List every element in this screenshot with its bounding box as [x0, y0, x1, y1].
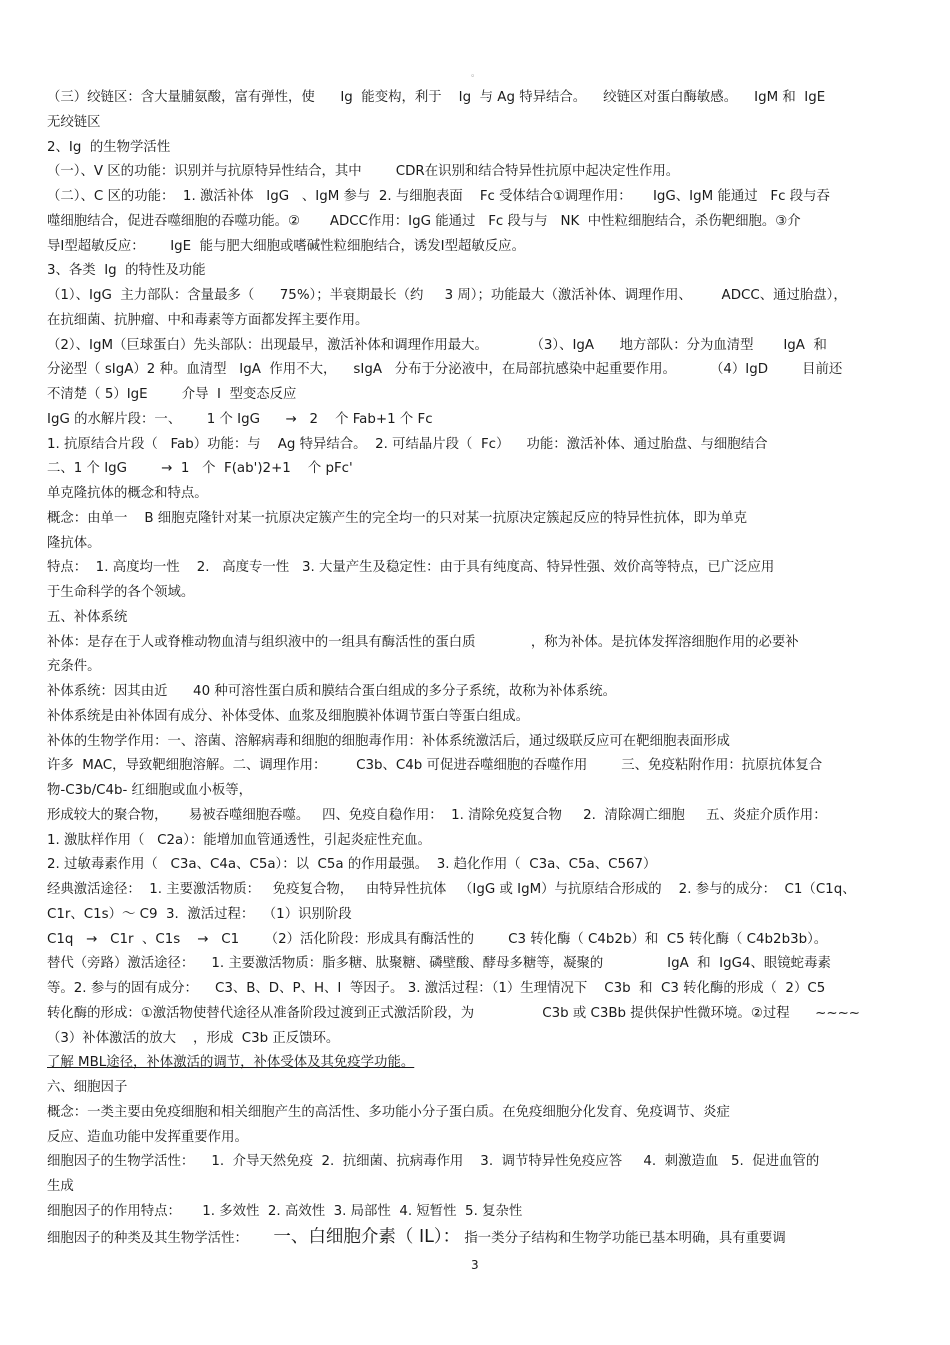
- text-line: 物-C3b/C4b- 红细胞或血小板等，: [47, 783, 253, 798]
- text-line: （2）、IgM（巨球蛋白）先头部队：出现最早，激活补体和调理作用最大。 （3）、IgA 地方部队：分为血清型 IgA 和: [47, 337, 827, 353]
- text-line: 概念：一类主要由免疫细胞和相关细胞产生的高活性、多功能小分子蛋白质。在免疫细胞分化发育、免疫调节、炎症: [47, 1104, 730, 1120]
- text-line: IgG 的水解片段：一、 1 个 IgG → 2 个 Fab+1 个 Fc: [47, 411, 433, 427]
- text-line: 细胞因子的生物学活性： 1. 介导天然免疫 2. 抗细菌、抗病毒作用 3. 调节特异性免疫应答 4. 刺激造血 5. 促进血管的: [47, 1154, 820, 1170]
- last-line-suffix: 指一类分子结构和生物学功能已基本明确，具有重要调: [460, 1230, 786, 1246]
- text-line: 导Ⅰ型超敏反应： IgE 能与肥大细胞或嗜碱性粒细胞结合，诱发Ⅰ型超敏反应。: [47, 238, 525, 254]
- text-line: 补体的生物学作用：一、溶菌、溶解病毒和细胞的细胞毒作用：补体系统激活后，通过级联反应可在靶细胞表面形成: [47, 733, 730, 749]
- text-line: 特点： 1. 高度均一性 2. 高度专一性 3. 大量产生及稳定性：由于具有纯度高、特异性强、效价高等特点，已广泛应用: [47, 560, 775, 576]
- text-line: 等。2. 参与的固有成分： C3、B、D、P、H、I 等因子。 3. 激活过程：（1）生理情况下 C3b 和 C3 转化酶的形成（ 2）C5: [47, 981, 826, 996]
- text-line: 在抗细菌、抗肿瘤、中和毒素等方面都发挥主要作用。: [47, 312, 369, 328]
- text-line: 形成较大的聚合物， 易被吞噬细胞吞噬。 四、免疫自稳作用： 1. 清除免疫复合物 2. 清除凋亡细胞 五、炎症介质作用：: [47, 807, 827, 823]
- text-line: 补体：是存在于人或脊椎动物血清与组织液中的一组具有酶活性的蛋白质 ，称为补体。是抗体发挥溶细胞作用的必要补: [47, 634, 799, 650]
- text-line: 隆抗体。: [47, 535, 101, 551]
- interleukin-heading: 一、白细胞介素（ IL）：: [273, 1226, 461, 1247]
- section-heading: 单克隆抗体的概念和特点。: [47, 486, 208, 501]
- header-mark: 。: [471, 69, 481, 79]
- text-line: 1. 抗原结合片段（ Fab）功能：与 Ag 特异结合。 2. 可结晶片段（ Fc） 功能：激活补体、通过胎盘、与细胞结合: [47, 436, 768, 452]
- text-line: 补体系统：因其由近 40 种可溶性蛋白质和膜结合蛋白组成的多分子系统，故称为补体系统。: [47, 684, 617, 699]
- text-line: C1r、C1s）～ C9 3. 激活过程： （1）识别阶段: [47, 906, 352, 922]
- last-line-prefix: 细胞因子的种类及其生物学活性：: [47, 1230, 274, 1246]
- text-line: 经典激活途径： 1. 主要激活物质： 免疫复合物， 由特异性抗体 （IgG 或 IgM）与抗原结合形成的 2. 参与的成分： C1（C1q、: [47, 882, 856, 897]
- section-heading: 2、Ig 的生物学活性: [47, 139, 171, 155]
- text-line: 补体系统是由补体固有成分、补体受体、血浆及细胞膜补体调节蛋白等蛋白组成。: [47, 708, 530, 724]
- text-line: （3）补体激活的放大 ，形成 C3b 正反馈环。: [47, 1030, 340, 1046]
- text-line: 二、1 个 IgG → 1 个 F(ab')2+1 个 pFc': [47, 461, 353, 477]
- text-line: 1. 激肽样作用（ C2a）：能增加血管通透性，引起炎症性充血。: [47, 832, 431, 848]
- text-line: 充条件。: [47, 659, 101, 675]
- text-line: 分泌型（ sIgA）2 种。血清型 IgA 作用不大， sIgA 分布于分泌液中，在局部抗感染中起重要作用。 （4）IgD 目前还: [47, 362, 843, 378]
- text-line: 生成: [47, 1179, 74, 1194]
- text-line: 替代（旁路）激活途径： 1. 主要激活物质：脂多糖、肽聚糖、磷壁酸、酵母多糖等，凝聚的 IgA 和 IgG4、眼镜蛇毒素: [47, 956, 831, 972]
- document-body: [47, 86, 909, 1249]
- text-line: （二）、C 区的功能： 1. 激活补体 IgG 、IgM 参与 2. 与细胞表面 Fc 受体结合①调理作用： IgG、IgM 能通过 Fc 段与吞: [47, 189, 830, 204]
- text-line-mixed: [47, 1225, 909, 1250]
- text-line: 转化酶的形成：①激活物使替代途径从准备阶段过渡到正式激活阶段，为 C3b 或 C3Bb 提供保护性微环境。②过程 ~~~~: [47, 1005, 861, 1021]
- text-line: 无绞链区: [47, 114, 101, 130]
- text-line: （一）、V 区的功能：识别并与抗原特异性结合，其中 CDR在识别和结合特异性抗原中起决定性作用。: [47, 164, 680, 180]
- text-line: 细胞因子的作用特点： 1. 多效性 2. 高效性 3. 局部性 4. 短暂性 5. 复杂性: [47, 1203, 523, 1219]
- text-line: 2. 过敏毒素作用（ C3a、C4a、C5a）：以 C5a 的作用最强。 3. 趋化作用（ C3a、C5a、C567）: [47, 857, 657, 873]
- text-line: 噬细胞结合，促进吞噬细胞的吞噬功能。② ADCC作用：IgG 能通过 Fc 段与与 NK 中性粒细胞结合，杀伤靶细胞。③介: [47, 213, 801, 229]
- section-heading: 六、细胞因子: [47, 1080, 128, 1095]
- underlined-note: 了解 MBL途径，补体激活的调节，补体受体及其免疫学功能。: [47, 1055, 415, 1071]
- text-line: 许多 MAC，导致靶细胞溶解。二、调理作用： C3b、C4b 可促进吞噬细胞的吞噬作用 三、免疫粘附作用：抗原抗体复合: [47, 758, 823, 774]
- text-line: （三）绞链区：含大量脯氨酸，富有弹性，使 Ig 能变构，利于 Ig 与 Ag 特异结合。 绞链区对蛋白酶敏感。 IgM 和 IgE: [47, 90, 826, 105]
- text-line: 于生命科学的各个领域。: [47, 585, 195, 600]
- section-heading: 3、各类 Ig 的特性及功能: [47, 263, 206, 279]
- text-line: 概念：由单一 B 细胞克隆针对某一抗原决定簇产生的完全均一的只对某一抗原决定簇起反应的特异性抗体，即为单克: [47, 510, 747, 526]
- text-line: 反应、造血功能中发挥重要作用。: [47, 1129, 248, 1145]
- page-number: 3: [471, 1258, 479, 1272]
- text-line: 不清楚（ 5）IgE 介导 I 型变态反应: [47, 387, 297, 402]
- text-line: C1q → C1r 、C1s → C1 （2）活化阶段：形成具有酶活性的 C3 转化酶（ C4b2b）和 C5 转化酶（ C4b2b3b）。: [47, 931, 828, 947]
- text-line: （1）、IgG 主力部队：含量最多（ 75%）；半衰期最长（约 3 周）；功能最大（激活补体、调理作用、 ADCC、通过胎盘），: [47, 288, 847, 303]
- section-heading: 五、补体系统: [47, 609, 128, 625]
